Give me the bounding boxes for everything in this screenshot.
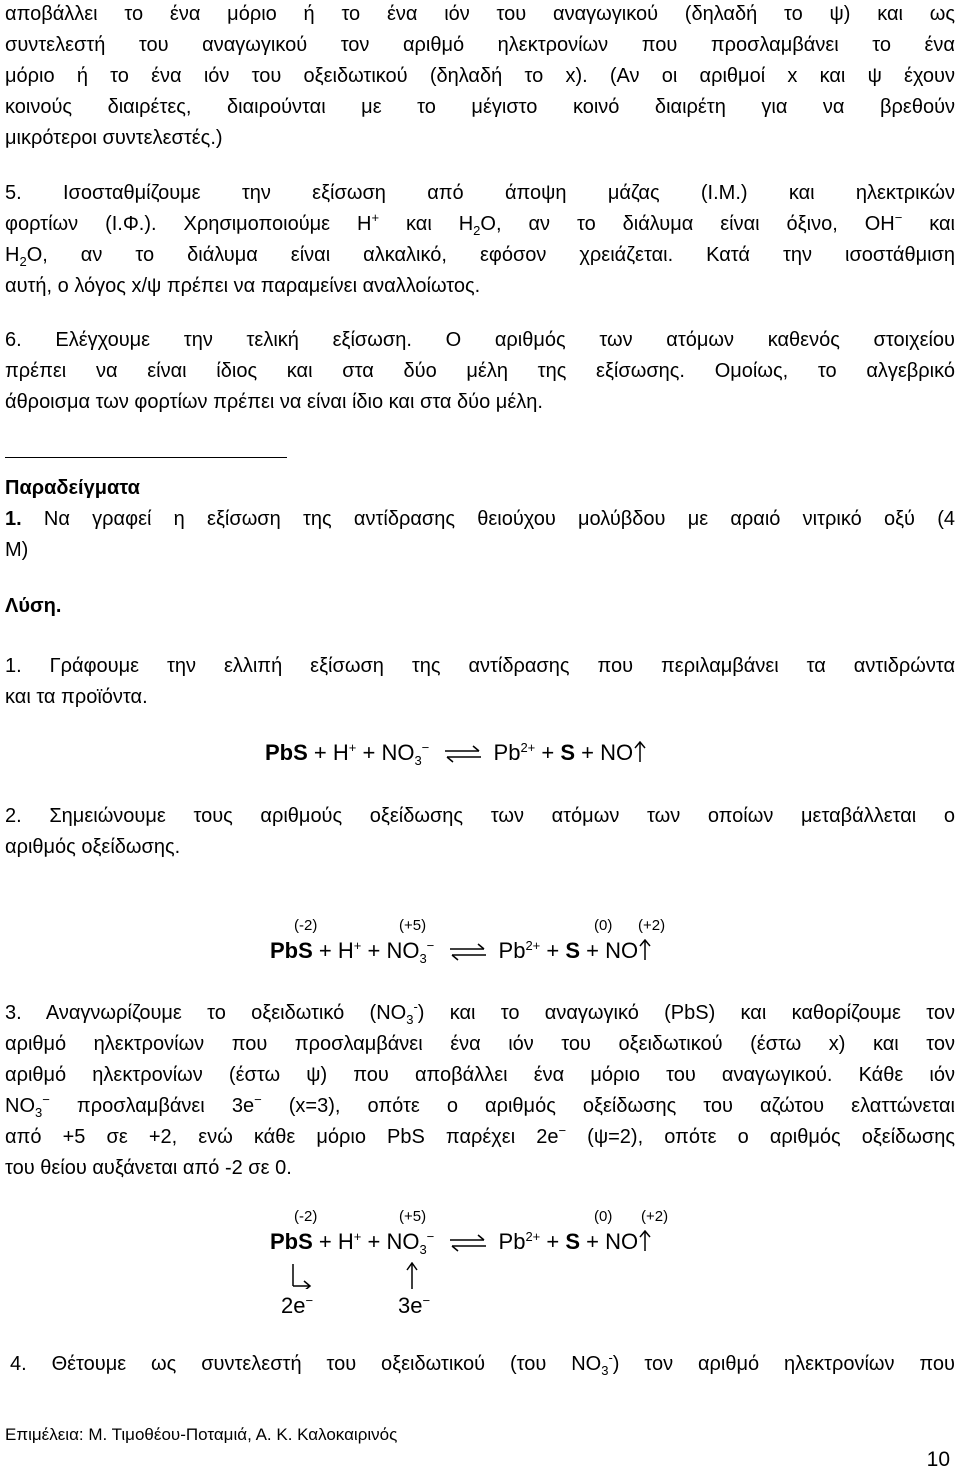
ox-state-no: (+2) [638,917,666,934]
ox-state-s: (0) [594,1208,613,1225]
sol-step3-line-3: αριθμό ηλεκτρονίων (έστω ψ) που αποβάλλει ένα μόριο του αναγωγικού. Κάθε ιόν [5,1064,955,1086]
sol-step3-line-4: $NO_3^-$ προσλαμβάνει 3e− (x=3), οπότε ο αριθμός οξείδωσης του αζώτου ελαττώνεται [5,1092,955,1120]
equilibrium-arrow-icon [450,942,486,962]
footer-credit: Επιμέλεια: Μ. Τιμοθέου-Ποταμιά, Α. Κ. Καλοκαιρινός [5,1425,398,1444]
step5-line-2: φορτίων (Ι.Φ.). Χρησιμοποιούμε Η+ και $H_2O$, αν το διάλυμα είναι όξινο, ΟΗ− και [5,210,955,238]
step5-line-3: $H_2O$, αν το διάλυμα είναι αλκαλικό, εφόσον χρειάζεται. Κατά την ισοστάθμιση [5,244,955,269]
intro-line-1: αποβάλλει το ένα μόριο ή το ένα ιόν του αναγωγικού (δηλαδή το ψ) και ως [5,3,955,25]
step6-line-2: πρέπει να είναι ίδιος και στα δύο μέλη της εξίσωσης. Ομοίως, το αλγεβρικό [5,360,955,382]
gas-arrow-icon [638,939,652,961]
intro-line-3: μόριο ή το ένα ιόν του οξειδωτικού (δηλαδή το x). (Αν οι αριθμοί x και ψ έχουν [5,65,955,87]
step6-line-1: 6. Ελέγχουμε την τελική εξίσωση. Ο αριθμός των ατόμων καθενός στοιχείου [5,329,955,351]
electron-gain-arrow-icon [404,1262,420,1290]
ox-state-s: (0) [594,917,613,934]
sol-step1-line-2: και τα προϊόντα. [5,686,148,708]
gas-arrow-icon [633,741,647,763]
step5-line-1: 5. Ισοσταθμίζουμε την εξίσωση από άποψη μάζας (Ι.Μ.) και ηλεκτρικών [5,182,955,204]
electrons-lost: 2e− [281,1293,314,1318]
ox-state-no3: (+5) [399,1208,427,1225]
example1-line-2: M) [5,539,29,561]
electrons-gained: 3e− [398,1293,431,1318]
sol-step3-line-5: από +5 σε +2, ενώ κάθε μόριο PbS παρέχει 2e− (ψ=2), οπότε ο αριθμός οξείδωσης [5,1123,955,1148]
ox-state-no3: (+5) [399,917,427,934]
sol-step3-line-1: 3. Αναγνωρίζουμε το οξειδωτικό $(NO_3^-)$ και το αναγωγικό (PbS) και καθορίζουμε τον [5,999,955,1027]
sol-step3-line-2: αριθμό ηλεκτρονίων που προσλαμβάνει ένα ιόν του οξειδωτικού (έστω x) και τον [5,1033,955,1055]
sol-step4-line-1: 4. Θέτουμε ως συντελεστή του οξειδωτικού (του $NO_3^-$) τον αριθμό ηλεκτρονίων που [10,1350,955,1378]
ox-state-pbs: (-2) [294,917,318,934]
step6-line-3: άθροισμα των φορτίων πρέπει να είναι ίδιο και στα δύο μέλη. [5,391,543,413]
intro-line-4: κοινούς διαιρέτες, διαιρούνται με το μέγιστο κοινό διαιρέτη για να βρεθούν [5,96,955,118]
example1-line-1: 1. Να γραφεί η εξίσωση της αντίδρασης θειούχου μολύβδου με αραιό νιτρικό οξύ (4 [5,508,955,530]
gas-arrow-icon [638,1230,652,1252]
section-divider [5,457,287,458]
electron-loss-arrow-icon [290,1263,312,1289]
equilibrium-arrow-icon [450,1233,486,1253]
equation-3: PbS + $H^+ + NO_3^-$ $Pb^{2+} + S$ + NO [270,1229,652,1255]
examples-heading: Παραδείγματα [5,477,140,499]
sol-step3-line-6: του θείου αυξάνεται από -2 σε 0. [5,1157,292,1179]
solution-heading: Λύση. [5,595,62,617]
intro-line-2: συντελεστή του αναγωγικού τον αριθμό ηλεκτρονίων που προσλαμβάνει το ένα [5,34,955,56]
equilibrium-arrow-icon [445,744,481,764]
equation-1: PbS + $H^+ + NO_3^-$ $Pb^{2+} + S$ + NO [265,740,647,766]
equation-2: PbS + $H^+ + NO_3^-$ $Pb^{2+} + S$ + NO [270,938,652,964]
ox-state-pbs: (-2) [294,1208,318,1225]
sol-step2-line-2: αριθμός οξείδωσης. [5,836,181,858]
sol-step1-line-1: 1. Γράφουμε την ελλιπή εξίσωση της αντίδρασης που περιλαμβάνει τα αντιδρώντα [5,655,955,677]
page-number: 10 [926,1448,950,1471]
step5-line-4: αυτή, ο λόγος x/ψ πρέπει να παραμείνει αναλλοίωτος. [5,275,481,297]
sol-step2-line-1: 2. Σημειώνουμε τους αριθμούς οξείδωσης των ατόμων των οποίων μεταβάλλεται ο [5,805,955,827]
ox-state-no: (+2) [641,1208,669,1225]
intro-line-5: μικρότεροι συντελεστές.) [5,127,223,149]
